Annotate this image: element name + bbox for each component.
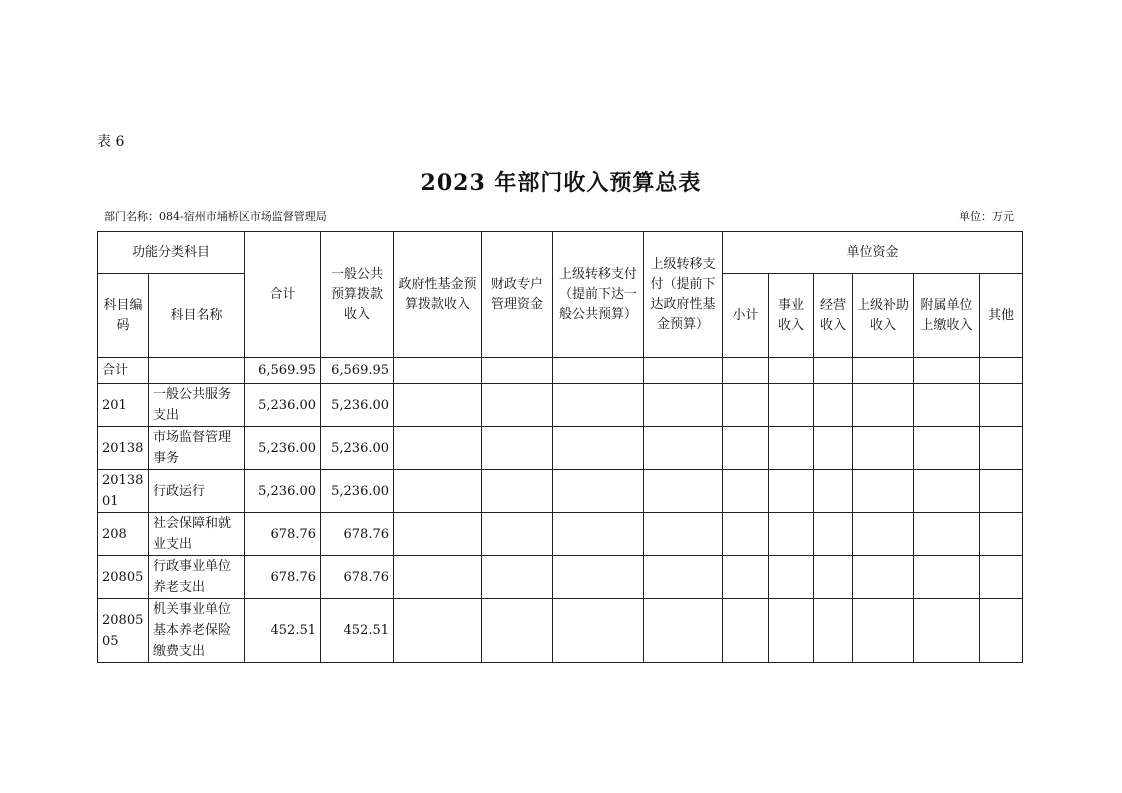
subject-code: 201 bbox=[98, 384, 149, 427]
header-gov-fund: 政府性基金预算拨款收入 bbox=[394, 232, 482, 358]
header-operating-income: 经营收入 bbox=[814, 274, 853, 358]
subject-name: 市场监督管理事务 bbox=[149, 427, 245, 470]
header-upper-subsidy: 上级补助收入 bbox=[853, 274, 914, 358]
total-value: 5,236.00 bbox=[245, 384, 321, 427]
header-subject-code: 科目编码 bbox=[98, 274, 149, 358]
total-value: 678.76 bbox=[245, 556, 321, 599]
table-row bbox=[98, 384, 1023, 427]
page-title: 2023 年部门收入预算总表 bbox=[420, 170, 702, 196]
department-name: 部门名称：084-宿州市埇桥区市场监督管理局 bbox=[104, 210, 327, 223]
total-value: 6,569.95 bbox=[245, 358, 321, 384]
general-public-value: 6,569.95 bbox=[321, 358, 394, 384]
table-number-label: 表 6 bbox=[97, 134, 125, 150]
subject-name bbox=[149, 358, 245, 384]
header-affiliated-remit: 附属单位上缴收入 bbox=[914, 274, 980, 358]
table-row bbox=[98, 358, 1023, 384]
header-upper-transfer-general: 上级转移支付（提前下达一般公共预算） bbox=[553, 232, 644, 358]
subject-name: 行政事业单位养老支出 bbox=[149, 556, 245, 599]
general-public-value: 5,236.00 bbox=[321, 427, 394, 470]
general-public-value: 5,236.00 bbox=[321, 470, 394, 513]
subject-code: 合计 bbox=[98, 358, 149, 384]
total-value: 5,236.00 bbox=[245, 427, 321, 470]
header-subtotal: 小计 bbox=[723, 274, 769, 358]
subject-code: 20138 bbox=[98, 427, 149, 470]
subject-code: 20805 bbox=[98, 556, 149, 599]
header-unit-funds: 单位资金 bbox=[723, 232, 1023, 274]
header-func-class: 功能分类科目 bbox=[98, 232, 245, 274]
header-total: 合计 bbox=[245, 232, 321, 358]
total-value: 452.51 bbox=[245, 599, 321, 663]
subject-name: 行政运行 bbox=[149, 470, 245, 513]
table-row bbox=[98, 513, 1023, 556]
subject-name: 一般公共服务支出 bbox=[149, 384, 245, 427]
header-general-public: 一般公共预算拨款收入 bbox=[321, 232, 394, 358]
general-public-value: 452.51 bbox=[321, 599, 394, 663]
header-subject-name: 科目名称 bbox=[149, 274, 245, 358]
general-public-value: 678.76 bbox=[321, 556, 394, 599]
header-upper-transfer-fund: 上级转移支付（提前下达政府性基金预算） bbox=[644, 232, 723, 358]
header-fiscal-special: 财政专户管理资金 bbox=[482, 232, 553, 358]
table-row bbox=[98, 556, 1023, 599]
header-other: 其他 bbox=[980, 274, 1023, 358]
table-row bbox=[98, 599, 1023, 663]
budget-table bbox=[97, 231, 1023, 663]
total-value: 678.76 bbox=[245, 513, 321, 556]
table-row bbox=[98, 470, 1023, 513]
subject-name: 社会保障和就业支出 bbox=[149, 513, 245, 556]
general-public-value: 678.76 bbox=[321, 513, 394, 556]
subject-code: 208 bbox=[98, 513, 149, 556]
unit-label: 单位：万元 bbox=[959, 210, 1014, 223]
subject-name: 机关事业单位基本养老保险缴费支出 bbox=[149, 599, 245, 663]
general-public-value: 5,236.00 bbox=[321, 384, 394, 427]
total-value: 5,236.00 bbox=[245, 470, 321, 513]
table-row bbox=[98, 427, 1023, 470]
subject-code: 2013801 bbox=[98, 470, 149, 513]
header-business-income: 事业收入 bbox=[769, 274, 814, 358]
subject-code: 2080505 bbox=[98, 599, 149, 663]
